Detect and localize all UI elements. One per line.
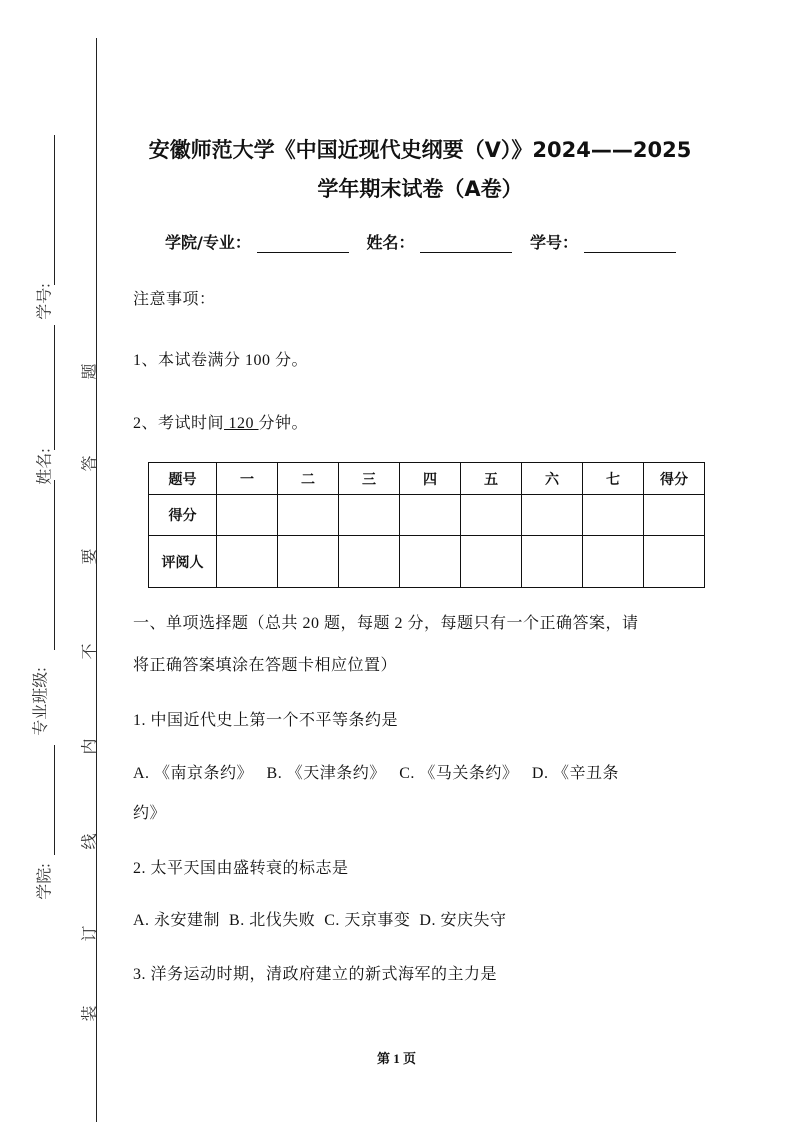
- reviewer-cell[interactable]: [522, 536, 583, 588]
- score-cell[interactable]: [461, 495, 522, 536]
- reviewer-cell[interactable]: [461, 536, 522, 588]
- seal-word: 线: [81, 833, 99, 850]
- note-item-2-text: 2、考试时间: [133, 415, 225, 432]
- margin-major-class-label: 专业班级:: [32, 667, 50, 736]
- question-1-options-cont: 约》: [133, 805, 167, 822]
- score-cell[interactable]: [522, 495, 583, 536]
- binding-line: [96, 38, 97, 1122]
- exam-title-line1: 安徽师范大学《中国近现代史纲要（V）》2024——2025: [148, 138, 692, 162]
- question-1-options: A. 《南京条约》 B. 《天津条约》 C. 《马关条约》 D. 《辛丑条: [133, 765, 619, 782]
- score-table: [148, 462, 705, 588]
- score-cell[interactable]: [217, 495, 278, 536]
- reviewer-cell[interactable]: [644, 536, 705, 588]
- name-label: 姓名：: [366, 233, 415, 252]
- college-major-field[interactable]: [257, 236, 349, 253]
- page-number: 第 1 页: [376, 1051, 416, 1066]
- margin-underline: [54, 745, 55, 855]
- student-id-label: 学号：: [530, 233, 579, 252]
- student-info-line: [165, 230, 688, 253]
- question-2-options: A. 永安建制 B. 北伐失败 C. 天京事变 D. 安庆失守: [133, 912, 507, 929]
- student-id-field[interactable]: [584, 236, 676, 253]
- table-header-cell: 四: [400, 463, 461, 495]
- seal-word: 订: [81, 925, 99, 942]
- exam-duration: 120: [224, 415, 259, 432]
- margin-underline: [54, 325, 55, 450]
- section1-instructions-line2: 将正确答案填涂在答题卡相应位置）: [133, 657, 398, 674]
- note-item-2: [133, 410, 308, 433]
- name-field[interactable]: [420, 236, 512, 253]
- margin-underline: [54, 480, 55, 650]
- seal-word: 题: [81, 363, 99, 380]
- seal-word: 要: [81, 548, 99, 565]
- table-header-cell: 三: [339, 463, 400, 495]
- table-header-cell: 六: [522, 463, 583, 495]
- margin-college-label: 学院:: [36, 863, 54, 900]
- reviewer-cell[interactable]: [339, 536, 400, 588]
- margin-student-id-label: 学号:: [36, 283, 54, 320]
- table-header-cell: 二: [278, 463, 339, 495]
- table-row-label: 评阅人: [149, 536, 217, 588]
- margin-underline: [54, 135, 55, 285]
- question-3-stem: 3. 洋务运动时期，清政府建立的新式海军的主力是: [133, 966, 498, 983]
- score-cell[interactable]: [400, 495, 461, 536]
- seal-word: 内: [81, 738, 99, 755]
- seal-word: 答: [81, 455, 99, 472]
- score-cell[interactable]: [339, 495, 400, 536]
- table-header-cell: 五: [461, 463, 522, 495]
- seal-word: 不: [81, 643, 99, 660]
- college-major-label: 学院/专业：: [165, 233, 251, 252]
- score-cell[interactable]: [583, 495, 644, 536]
- score-cell[interactable]: [278, 495, 339, 536]
- seal-word: 装: [81, 1005, 99, 1022]
- reviewer-cell[interactable]: [400, 536, 461, 588]
- note-item-2-unit: 分钟。: [258, 415, 309, 432]
- notes-heading: 注意事项：: [133, 291, 216, 308]
- reviewer-cell[interactable]: [583, 536, 644, 588]
- note-item-1: 1、本试卷满分 100 分。: [133, 352, 309, 369]
- table-row-label: 得分: [149, 495, 217, 536]
- question-2-stem: 2. 太平天国由盛转衰的标志是: [133, 860, 349, 877]
- reviewer-cell[interactable]: [278, 536, 339, 588]
- table-header-cell: 题号: [149, 463, 217, 495]
- exam-title-line2: 学年期末试卷（A卷）: [317, 177, 523, 201]
- section1-instructions-line1: 一、单项选择题（总共 20 题，每题 2 分，每题只有一个正确答案，请: [133, 615, 639, 632]
- table-header-cell: 一: [217, 463, 278, 495]
- margin-name-label: 姓名:: [36, 448, 54, 485]
- table-header-cell: 七: [583, 463, 644, 495]
- reviewer-cell[interactable]: [217, 536, 278, 588]
- question-1-stem: 1. 中国近代史上第一个不平等条约是: [133, 712, 399, 729]
- score-cell[interactable]: [644, 495, 705, 536]
- table-header-cell: 得分: [644, 463, 705, 495]
